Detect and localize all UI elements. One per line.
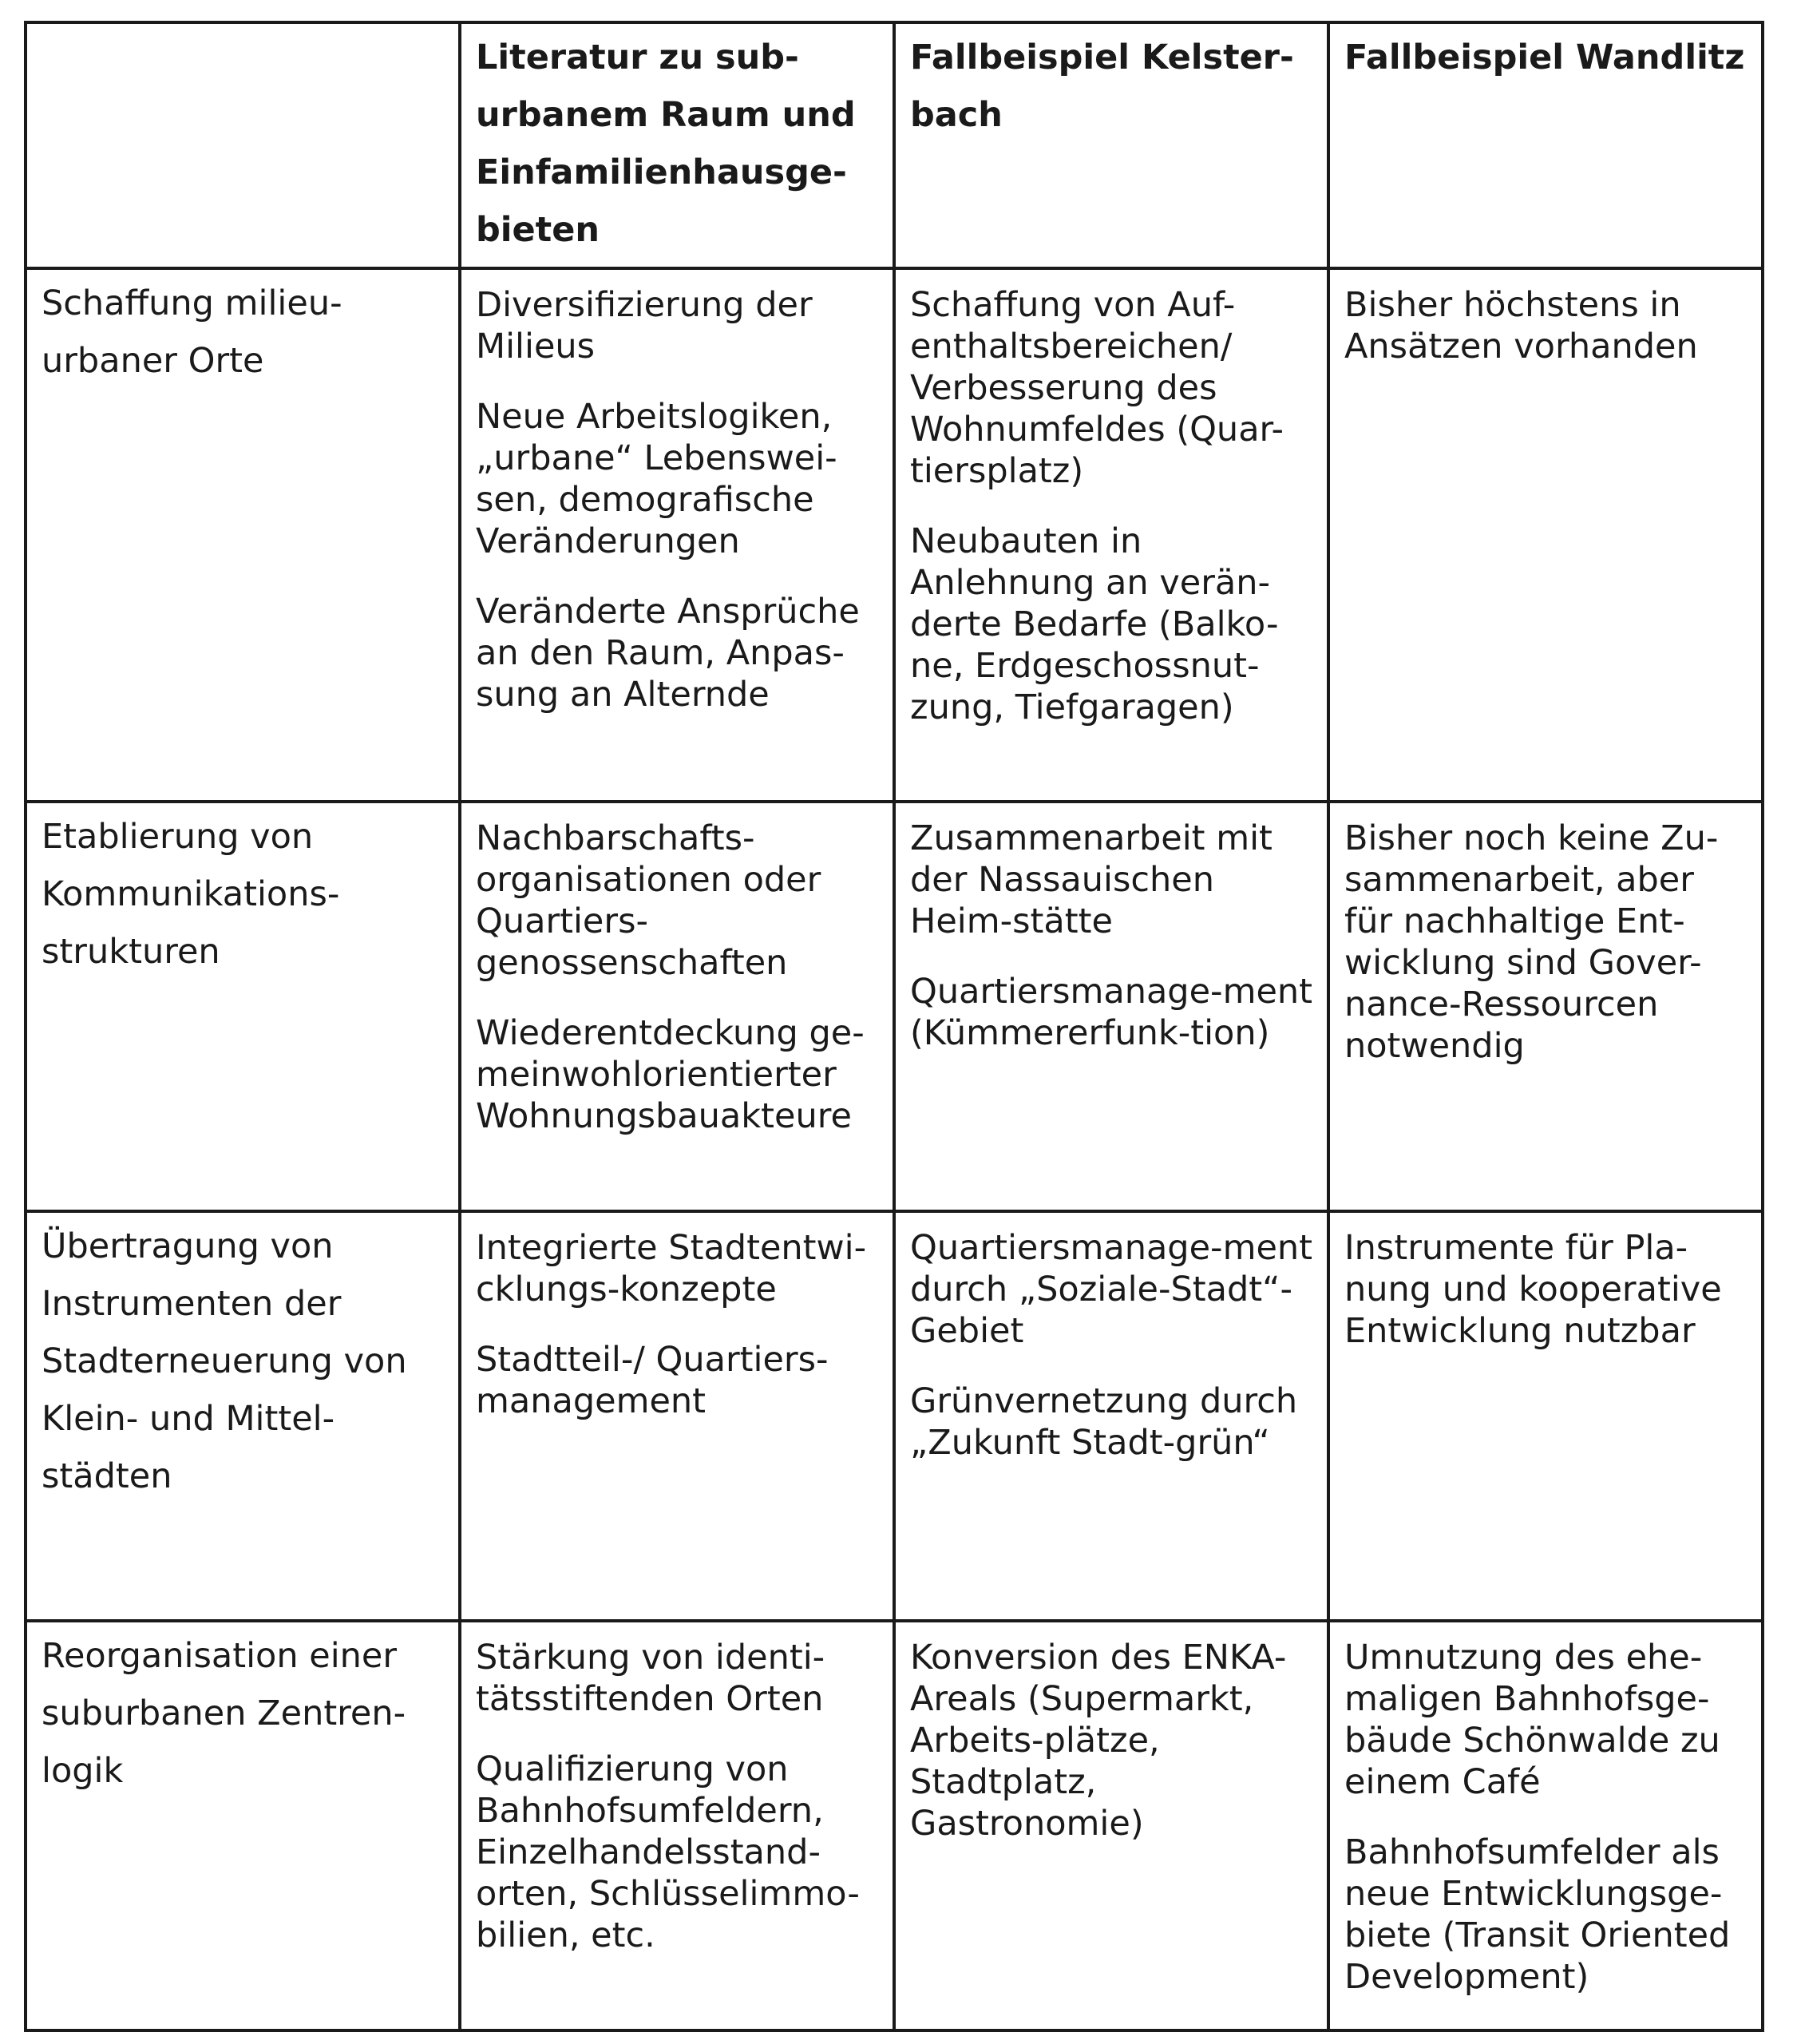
cell-paragraph: Stärkung von identi-tätsstiftenden Orten — [476, 1638, 825, 1719]
header-literature: Literatur zu sub-urbanem Raum und Einfamilienhausge-bieten — [476, 38, 856, 250]
cell-paragraph: Nachbarschafts-organisationen oder Quartiers-genossenschaften — [476, 818, 821, 983]
comparison-table — [24, 21, 1764, 2032]
cell-paragraph: Wiederentdeckung ge-meinwohlorientierter Wohnungsbauakteure — [476, 1013, 865, 1136]
table-row — [26, 268, 1763, 802]
kelsterbach-cell — [894, 802, 1328, 1211]
cell-paragraph: Quartiersmanage-ment durch „Soziale-Stadt“-Gebiet — [910, 1228, 1313, 1351]
cell-paragraph: Qualifizierung von Bahnhofsumfeldern, Einzelhandelsstand-orten, Schlüsselimmo-bilien, etc. — [476, 1749, 860, 1955]
row-label: Reorganisation einer suburbanen Zentren-logik — [42, 1636, 406, 1791]
cell-paragraph: Neubauten in Anlehnung an verän-derte Bedarfe (Balko-ne, Erdgeschossnut-zung, Tiefgaragen) — [910, 521, 1279, 727]
literature-cell — [460, 802, 894, 1211]
header-cell-wandlitz — [1328, 22, 1763, 268]
cell-paragraph: Zusammenarbeit mit der Nassauischen Heim-stätte — [910, 818, 1273, 941]
table-row — [26, 1211, 1763, 1621]
cell-paragraph: Neue Arbeitslogiken, „urbane“ Lebenswei-sen, demografische Veränderungen — [476, 397, 837, 561]
cell-paragraph: Instrumente für Pla-nung und kooperative Entwicklung nutzbar — [1344, 1228, 1722, 1351]
cell-paragraph: Bahnhofsumfelder als neue Entwicklungsge-biete (Transit Oriented Development) — [1344, 1832, 1731, 1997]
header-cell-literature — [460, 22, 894, 268]
kelsterbach-cell — [894, 1211, 1328, 1621]
row-label-cell — [26, 268, 460, 802]
row-label-cell — [26, 1621, 460, 2030]
wandlitz-cell — [1328, 802, 1763, 1211]
cell-paragraph: Grünvernetzung durch „Zukunft Stadt-grün“ — [910, 1381, 1298, 1463]
row-label: Übertragung von Instrumenten der Stadterneuerung von Klein- und Mittel-städten — [42, 1226, 407, 1496]
cell-paragraph: Quartiersmanage-ment (Kümmererfunk-tion) — [910, 972, 1313, 1053]
wandlitz-cell — [1328, 1621, 1763, 2030]
cell-paragraph: Schaffung von Auf-enthaltsbereichen/ Verbesserung des Wohnumfeldes (Quar-tiersplatz) — [910, 285, 1284, 491]
cell-paragraph: Bisher höchstens in Ansätzen vorhanden — [1344, 285, 1698, 366]
cell-paragraph: Konversion des ENKA-Areals (Supermarkt, Arbeits-plätze, Stadtplatz, Gastronomie) — [910, 1638, 1287, 1844]
cell-paragraph: Stadtteil-/ Quartiers-management — [476, 1340, 829, 1421]
row-label: Etablierung von Kommunikations-strukturen — [42, 817, 340, 972]
header-cell-empty — [26, 22, 460, 268]
cell-paragraph: Integrierte Stadtentwi-cklungs-konzepte — [476, 1228, 867, 1309]
table-header-row — [26, 22, 1763, 268]
kelsterbach-cell — [894, 1621, 1328, 2030]
header-wandlitz: Fallbeispiel Wandlitz — [1344, 38, 1745, 77]
header-kelsterbach: Fallbeispiel Kelster-bach — [910, 38, 1294, 135]
cell-paragraph: Diversifizierung der Milieus — [476, 285, 813, 366]
literature-cell — [460, 268, 894, 802]
header-cell-kelsterbach — [894, 22, 1328, 268]
table-row — [26, 1621, 1763, 2030]
literature-cell — [460, 1621, 894, 2030]
row-label: Schaffung milieu-urbaner Orte — [42, 283, 342, 381]
cell-paragraph: Umnutzung des ehe-maligen Bahnhofsge-bäude Schönwalde zu einem Café — [1344, 1638, 1720, 1802]
table-row — [26, 802, 1763, 1211]
literature-cell — [460, 1211, 894, 1621]
cell-paragraph: Veränderte Ansprüche an den Raum, Anpas-sung an Alternde — [476, 592, 860, 715]
cell-paragraph: Bisher noch keine Zu-sammenarbeit, aber für nachhaltige Ent-wicklung sind Gover-nance-Ressourcen notwendig — [1344, 818, 1719, 1066]
wandlitz-cell — [1328, 268, 1763, 802]
row-label-cell — [26, 802, 460, 1211]
wandlitz-cell — [1328, 1211, 1763, 1621]
row-label-cell — [26, 1211, 460, 1621]
kelsterbach-cell — [894, 268, 1328, 802]
